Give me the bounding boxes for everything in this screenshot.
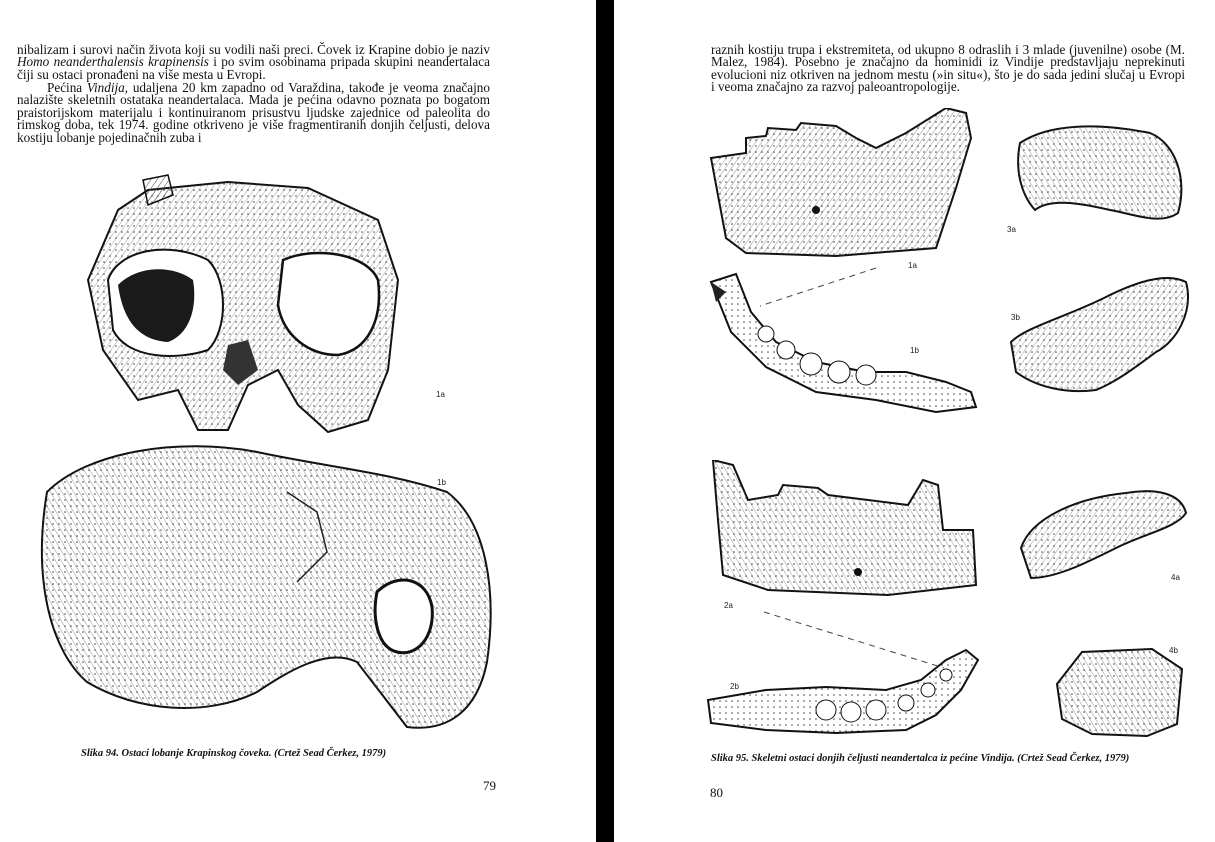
page-number: 80 <box>710 785 723 800</box>
dashed-connector-lines <box>614 0 1215 842</box>
figure-caption: Slika 95. Skeletni ostaci donjih čeljusti neandertalca iz pećine Vindija. (Crtež Sead Čerkez, 1979) <box>711 753 1130 764</box>
text-run: nibalizam i surovi način života koji su vodili naši preci. Čovek iz Krapine dobio je naziv <box>17 42 490 57</box>
body-text-paragraph-2 <box>17 82 490 144</box>
figure-caption: Slika 94. Ostaci lobanje Krapinskog čoveka. (Crtež Sead Čerkez, 1979) <box>81 748 387 759</box>
skull-face-illustration <box>78 170 418 460</box>
site-name-italic: Vindija, <box>86 80 129 95</box>
right-page <box>614 0 1215 842</box>
figure-label-2b: 2b <box>730 682 739 691</box>
book-spine <box>596 0 614 842</box>
figure-label-2a: 2a <box>724 601 733 610</box>
skull-side-illustration <box>27 432 502 744</box>
text-run: Pećina <box>47 80 87 95</box>
species-name-italic: Homo neanderthalensis krapinensis <box>17 54 209 70</box>
body-text-paragraph: raznih kostiju trupa i ekstremiteta, od ukupno 8 odraslih i 3 mlade (juvenilne) osobe (M. Malez, 1984). Posebno je značajno da hominidi iz Vindije predstavljaju neprekinuti evolucioni niz otkriven na jednom mestu (»in situ«), što je do sada jedini slučaj u Evropi i veoma značajno za razvoj paleoantropologije. <box>711 42 1185 95</box>
figure-label-1a: 1a <box>436 390 445 399</box>
figure-label-1a: 1a <box>908 261 917 270</box>
page-number: 79 <box>483 778 496 793</box>
figure-label-4b: 4b <box>1169 646 1178 655</box>
figure-label-1b: 1b <box>437 478 446 487</box>
text-run: i po svim osobinama pripada skupini neandertalaca čiji su ostaci pronađeni na više mesta u Evropi. <box>17 54 490 82</box>
body-text-paragraph-1 <box>17 44 490 81</box>
figure-label-3b: 3b <box>1011 313 1020 322</box>
figure-label-3a: 3a <box>1007 225 1016 234</box>
text-run: udaljena 20 km zapadno od Varaždina, takođe je veoma značajno nalazište skeletnih ostataka neandertalaca. Mada je pećina odavno poznata po bogatom praistorijskom materijalu i kontinuiranom prisustvu ljudske zajednice od paleolita do rimskog doba, tek 1974. godine otkriveno je više fragmentiranih donjih čeljusti, delova kostiju lobanje pojedinačnih zuba i <box>17 80 490 145</box>
left-page <box>0 0 596 842</box>
figure-label-1b: 1b <box>910 346 919 355</box>
figure-label-4a: 4a <box>1171 573 1180 582</box>
